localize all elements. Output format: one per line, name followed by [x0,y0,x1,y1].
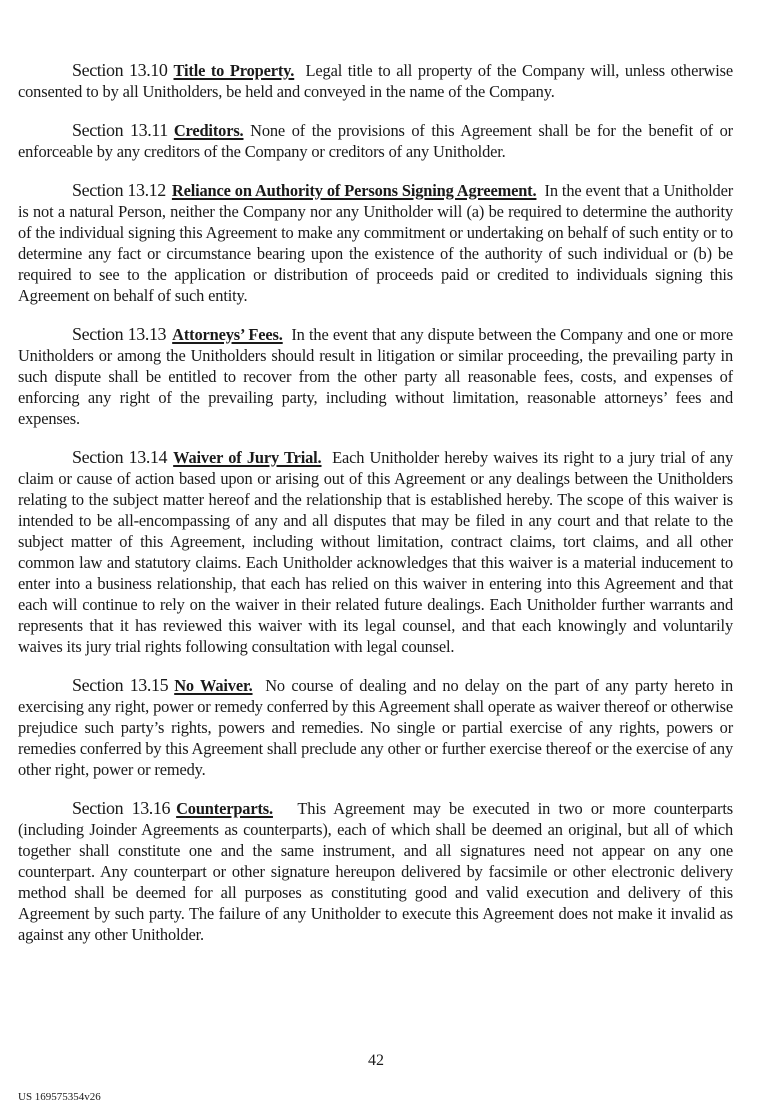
section-13-16 [18,798,733,945]
section-title: Attorneys’ Fees. [172,325,283,344]
page-number: 42 [368,1052,384,1069]
section-body: In the event that any dispute between the Company and one or more Unitholders or among the Unitholders should result in litigation or similar proceeding, the prevailing party in such dispute shall be entitled to recover from the other party all reasonable fees, costs, and expenses of enforcing any right of the prevailing party, including without limitation, reasonable attorneys’ fees and expenses. [18,325,734,428]
section-number: Section 13.14 [72,447,168,467]
section-body: Each Unitholder hereby waives its right to a jury trial of any claim or cause of action based upon or arising out of this Agreement or any dealings between the Unitholders relating to the subject matter hereof and the relationship that is established hereby. The scope of this waiver is intended to be all-encompassing of any and all disputes that may be filed in any court and that relate to the subject matter of this Agreement, including without limitation, contract claims, tort claims, and all other common law and statutory claims. Each Unitholder acknowledges that this waiver is a material inducement to enter into a business relationship, that each has relied on this waiver in entering into this Agreement and that each will continue to rely on the waiver in their related future dealings. Each Unitholder further warrants and represents that it has reviewed this waiver with its legal counsel, and that each knowingly and voluntarily waives its jury trial rights following consultation with legal counsel. [18,448,734,656]
section-13-13 [18,324,733,429]
section-title: Title to Property. [173,61,295,80]
section-title: No Waiver. [174,676,253,695]
section-13-12 [18,180,733,306]
section-number: Section 13.15 [72,675,169,695]
section-number: Section 13.13 [72,324,167,344]
section-number: Section 13.10 [72,60,168,80]
section-13-15 [18,675,733,780]
section-body: This Agreement may be executed in two or more counterparts (including Joinder Agreements as counterparts), each of which shall be deemed an original, but all of which together shall constitute one and the same instrument, and all signatures need not appear on any one counterpart. Any counterpart or other signature hereupon delivered by facsimile or other electronic delivery method shall be deemed for all purposes as constituting good and valid execution and delivery of this Agreement by such party. The failure of any Unitholder to execute this Agreement does not make it invalid as against any other Unitholder. [18,799,734,944]
section-number: Section 13.11 [72,120,168,140]
section-number: Section 13.12 [72,180,166,200]
section-title: Reliance on Authority of Persons Signing Agreement. [171,181,537,200]
section-13-11 [18,120,733,162]
section-title: Waiver of Jury Trial. [173,448,322,467]
document-id: US 169575354v26 [18,1091,101,1103]
section-body: In the event that a Unitholder is not a natural Person, neither the Company nor any Unitholder will (a) be required to determine the authority of the individual signing this Agreement to make any commitment or undertaking on behalf of such entity or to determine any fact or circumstance bearing upon the existence of the authority of such individual or (b) be required to see to the application or distribution of proceeds paid or credited to individuals signing this Agreement on behalf of such entity. [18,181,734,305]
document-page [18,60,733,963]
section-body: Legal title to all property of the Company will, unless otherwise consented to by all Unitholders, be held and conveyed in the name of the Company. [18,61,733,101]
section-title: Counterparts. [176,799,273,818]
section-number: Section 13.16 [72,798,171,818]
section-body: No course of dealing and no delay on the part of any party hereto in exercising any right, power or remedy conferred by this Agreement shall operate as waiver thereof or otherwise prejudice such party’s rights, powers and remedies. No single or partial exercise of any rights, powers or remedies conferred by this Agreement shall preclude any other or further exercise thereof or the exercise of any other right, power or remedy. [18,676,733,779]
section-title: Creditors. [173,121,244,140]
section-13-10 [18,60,733,102]
section-13-14 [18,447,733,657]
section-body: None of the provisions of this Agreement shall be for the benefit of or enforceable by any creditors of the Company or creditors of any Unitholder. [18,121,733,161]
